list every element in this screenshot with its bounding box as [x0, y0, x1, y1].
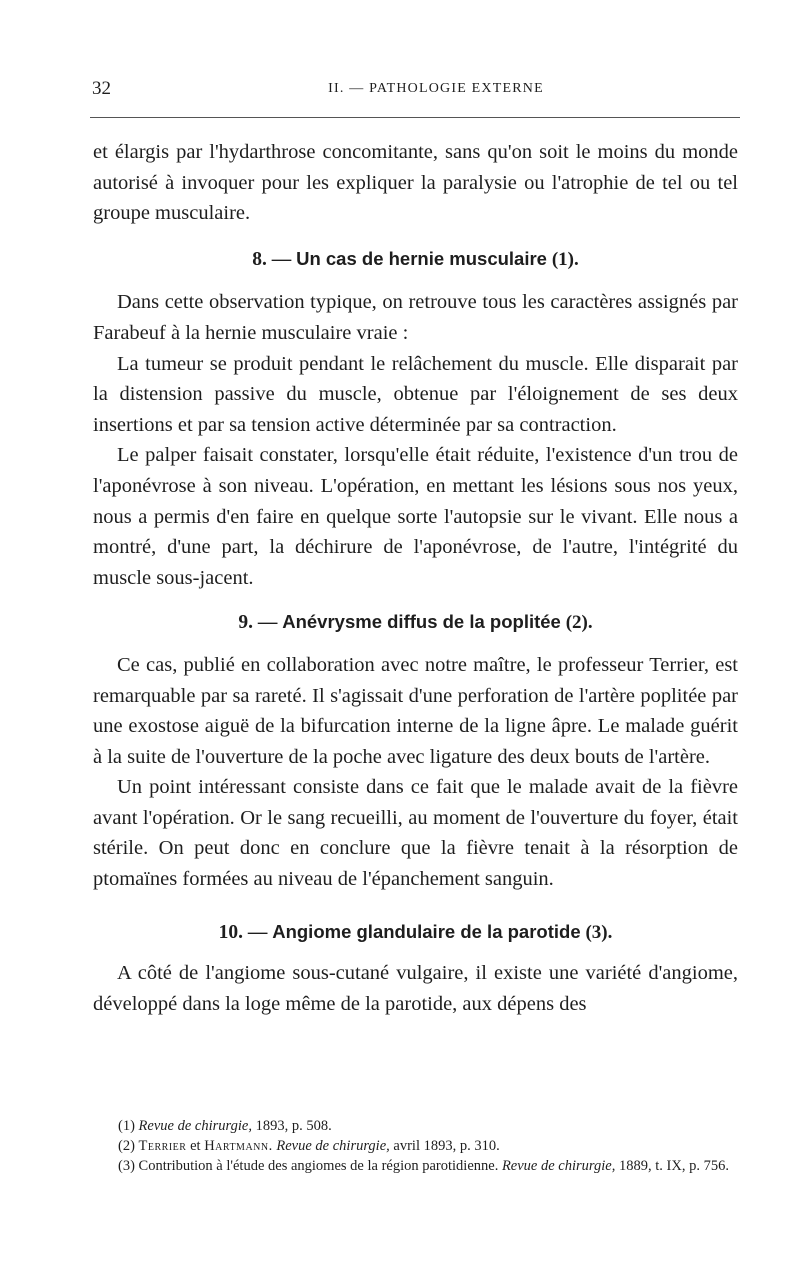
section-8-note-ref: (1). — [551, 248, 579, 270]
section-9-note-ref: (2). — [565, 612, 593, 634]
footnote-2-author-1: Terrier — [138, 1138, 187, 1154]
footnote-2-and: et — [186, 1138, 205, 1154]
footnote-1 — [118, 1116, 743, 1136]
page-number: 32 — [92, 78, 111, 99]
footnote-3-rest: 1889, t. IX, p. 756. — [615, 1158, 729, 1174]
running-title: II. — PATHOLOGIE EXTERNE — [328, 81, 544, 96]
footnote-3-journal: Revue de chirurgie, — [501, 1158, 616, 1174]
footnote-2-journal: Revue de chirurgie, — [276, 1138, 390, 1154]
header-rule — [90, 117, 740, 118]
footnote-1-rest: 1893, p. 508. — [251, 1118, 332, 1134]
section-10-heading — [93, 917, 738, 949]
footnote-1-mark: (1) — [118, 1118, 135, 1134]
section-8-heading — [93, 244, 738, 276]
footnote-3 — [118, 1156, 743, 1176]
section-9-heading — [93, 607, 738, 639]
footnote-3-mark: (3) — [118, 1158, 135, 1174]
section-8-paragraph-1: Dans cette observation typique, on retrouve tous les caractères assignés par Farabeuf à la hernie musculaire vraie : — [93, 291, 738, 344]
intro-paragraph: et élargis par l'hydarthrose concomitante, sans qu'on soit le moins du monde autorisé à invoquer pour les expliquer la paralysie ou l'atrophie de tel ou tel groupe musculaire. — [93, 141, 738, 225]
section-10-title: Angiome glandulaire de la parotide — [272, 920, 581, 942]
footnote-2-author-2: Hartmann. — [204, 1138, 273, 1154]
footnote-2-mark: (2) — [118, 1138, 135, 1154]
section-8-paragraph-2: La tumeur se produit pendant le relâchement du muscle. Elle disparait par la distension passive du muscle, obtenue par l'éloignement de ses deux insertions et par sa tension active déterminée par sa contraction. — [93, 352, 738, 436]
section-10-paragraph-1: A côté de l'angiome sous-cutané vulgaire, il existe une variété d'angiome, développé dans la loge même de la parotide, aux dépens des — [93, 962, 738, 1015]
section-8-title: Un cas de hernie musculaire — [296, 247, 547, 269]
section-10-number: 10. — — [218, 921, 268, 943]
section-9-number: 9. — — [238, 612, 278, 634]
footnote-3-text: Contribution à l'étude des angiomes de la région parotidienne. — [138, 1158, 499, 1174]
section-8-paragraph-3: Le palper faisait constater, lorsqu'elle était réduite, l'existence d'un trou de l'aponévrose à son niveau. L'opération, en mettant les lésions sous nos yeux, nous a permis d'en faire en quelque sorte l'autopsie sur le vivant. Elle nous a montré, d'une part, la déchirure de l'aponévrose, de l'autre, l'intégrité du muscle sous-jacent. — [93, 444, 738, 589]
footnote-2-rest: avril 1893, p. 310. — [389, 1138, 500, 1154]
section-9-title: Anévrysme diffus de la poplitée — [282, 611, 561, 633]
section-9-paragraph-2: Un point intéressant consiste dans ce fait que le malade avait de la fièvre avant l'opération. Or le sang recueilli, au moment de l'ouverture du foyer, était stérile. On peut donc en conclure que la fièvre tenait à la résorption de ptomaïnes formées au niveau de l'épanchement sanguin. — [93, 776, 738, 891]
section-8-number: 8. — — [252, 248, 292, 270]
footnotes — [118, 1116, 743, 1176]
section-9-paragraph-1: Ce cas, publié en collaboration avec notre maître, le professeur Terrier, est remarquable par sa rareté. Il s'agissait d'une perforation de l'artère poplitée par une exostose aiguë de la bifurcation interne de la ligne âpre. Le malade guérit à la suite de l'ouverture de la poche avec ligature des deux bouts de l'artère. — [93, 653, 738, 768]
body-text — [93, 137, 738, 1019]
footnote-2 — [118, 1136, 743, 1156]
running-head — [86, 72, 746, 102]
section-10-note-ref: (3). — [585, 921, 613, 943]
footnote-1-journal: Revue de chirurgie, — [138, 1118, 252, 1134]
